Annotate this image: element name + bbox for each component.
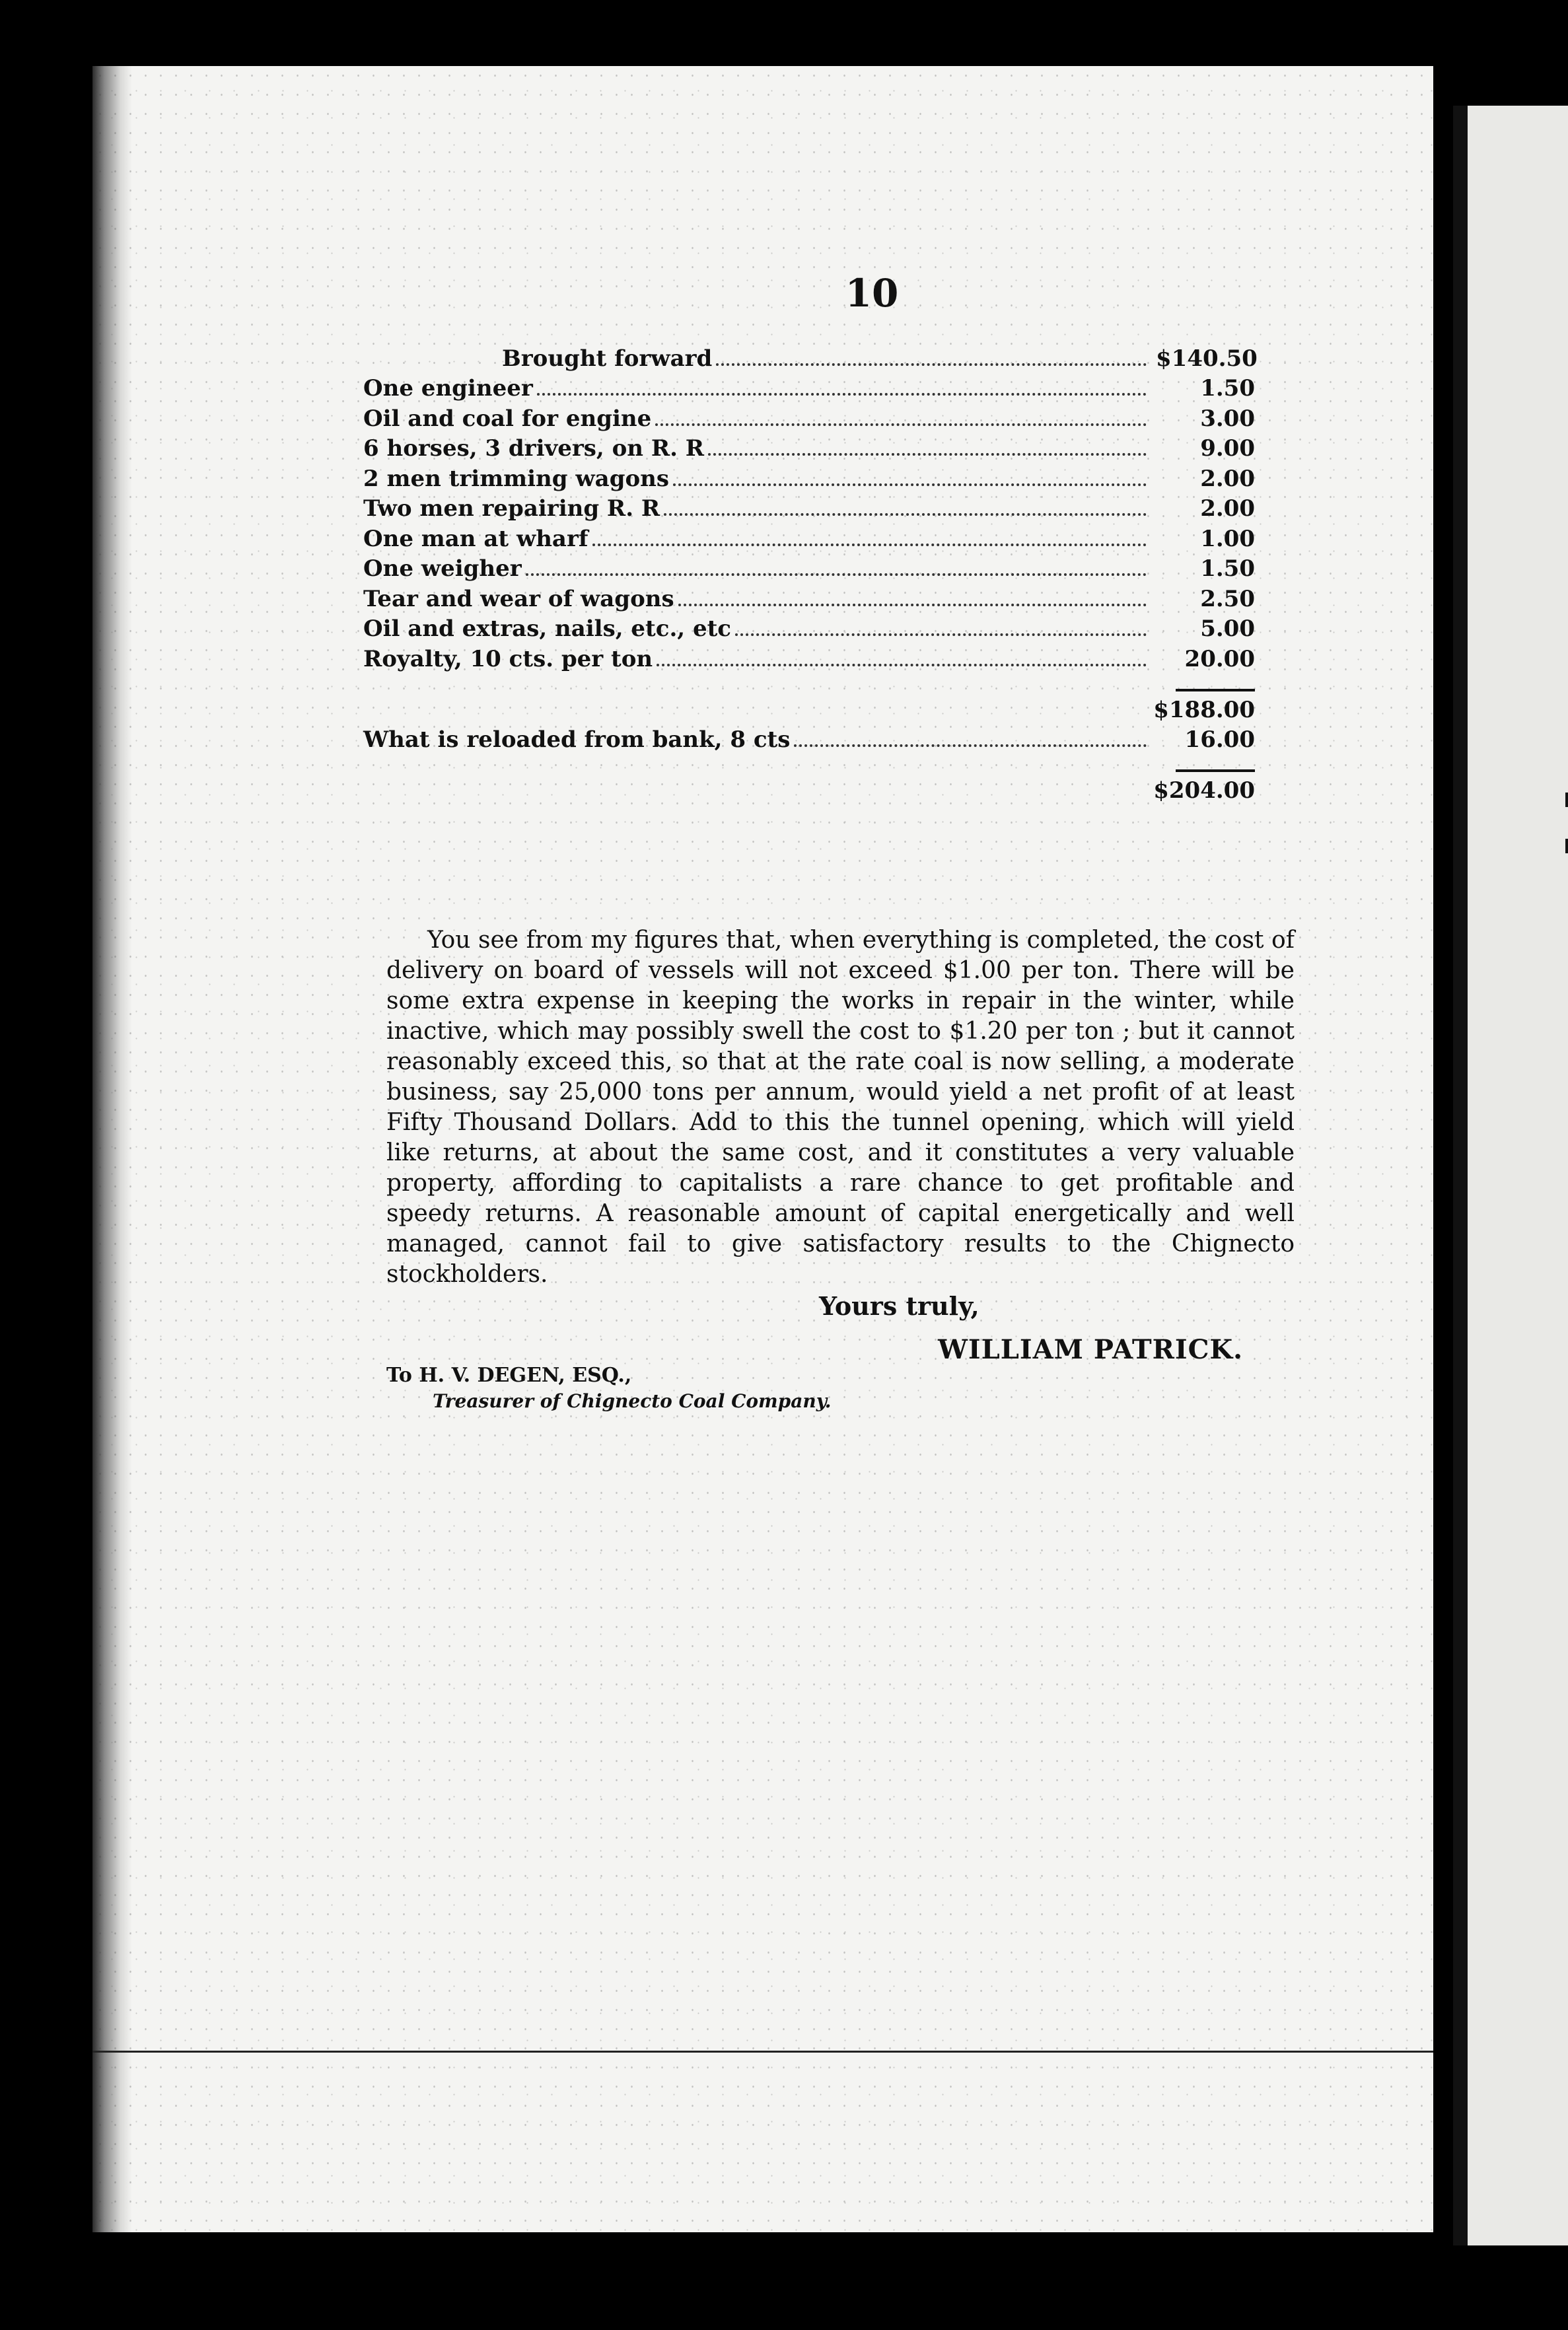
signature: WILLIAM PATRICK. xyxy=(938,1334,1244,1365)
ledger-amount: 5.00 xyxy=(1200,616,1255,642)
ledger-row xyxy=(363,584,1255,614)
ledger-label: One weigher xyxy=(363,555,522,582)
leader-dots xyxy=(655,423,1147,426)
ledger-amount: 1.50 xyxy=(1200,375,1255,402)
leader-dots xyxy=(735,633,1147,636)
leader-dots xyxy=(657,664,1147,666)
ledger-row xyxy=(363,554,1255,584)
ledger-row-reload xyxy=(363,725,1255,756)
leader-dots xyxy=(673,483,1147,486)
leader-dots xyxy=(592,544,1147,546)
ledger-amount: 20.00 xyxy=(1184,645,1255,672)
leader-dots xyxy=(794,744,1147,747)
ledger-label: Royalty, 10 cts. per ton xyxy=(363,645,653,672)
ledger-label: Oil and coal for engine xyxy=(363,405,652,432)
cost-ledger xyxy=(363,343,1258,806)
ledger-row xyxy=(363,434,1255,464)
ledger-amount: 2.00 xyxy=(1200,495,1255,522)
subtotal: $188.00 xyxy=(1153,696,1255,723)
leader-dots xyxy=(537,393,1147,396)
letter-body: You see from my figures that, when everything is completed, the cost of delivery on board of vessels will not exceed $1.00 per ton. There will be some extra expense in keeping the works in repair in the winter, while inactive, which may possibly swell the cost to $1.20 per ton ; but it cannot reasonably exceed this, so that at the rate coal is now selling, a moderate business, say 25,000 tons per annum, would yield a net profit of at least Fifty Thousand Dollars. Add to this the tunnel opening, which will yield like returns, at about the same cost, and it constitutes a very valuable property, affording to capitalists a rare chance to get profitable and speedy returns. A reasonable amount of capital energetically and well managed, cannot fail to give satisfactory results to the Chignecto stockholders. xyxy=(386,927,1295,1288)
leader-dots xyxy=(526,573,1147,576)
ledger-row xyxy=(363,464,1255,494)
ledger-row xyxy=(363,404,1255,434)
ledger-label: What is reloaded from bank, 8 cts xyxy=(363,726,791,753)
grand-total: $204.00 xyxy=(1153,777,1255,804)
ledger-label: 6 horses, 3 drivers, on R. R xyxy=(363,435,705,462)
ledger-amount: 16.00 xyxy=(1184,726,1255,753)
ledger-label: One engineer xyxy=(363,375,533,402)
ledger-amount: 2.00 xyxy=(1200,465,1255,492)
ledger-label: Two men repairing R. R xyxy=(363,495,660,522)
adjacent-page-edge xyxy=(1453,106,1468,2245)
leader-dots xyxy=(708,453,1147,456)
ledger-row xyxy=(363,644,1255,674)
ledger-label: Oil and extras, nails, etc., etc xyxy=(363,616,731,642)
leader-dots xyxy=(716,363,1147,366)
ledger-row xyxy=(363,494,1255,524)
ledger-amount: 1.00 xyxy=(1200,525,1255,552)
ledger-amount: 3.00 xyxy=(1200,405,1255,432)
sum-rule xyxy=(1176,689,1255,691)
ledger-row xyxy=(363,614,1255,645)
adjacent-text-fragment xyxy=(1565,839,1568,853)
ledger-label: Brought forward xyxy=(502,345,713,372)
letter-closing: Yours truly, xyxy=(819,1291,980,1321)
page-bottom-line xyxy=(92,2051,1433,2053)
addressee-title: Treasurer of Chignecto Coal Company. xyxy=(433,1390,832,1412)
page-number: 10 xyxy=(845,271,899,316)
ledger-row xyxy=(363,524,1255,554)
page-binding-shadow xyxy=(92,66,132,2232)
ledger-amount: 2.50 xyxy=(1200,585,1255,612)
adjacent-page xyxy=(1453,106,1568,2245)
ledger-amount: $140.50 xyxy=(1156,345,1258,372)
ledger-amount: 1.50 xyxy=(1200,555,1255,582)
adjacent-text-fragment xyxy=(1565,793,1568,807)
addressee: To H. V. DEGEN, ESQ., xyxy=(386,1364,632,1387)
leader-dots xyxy=(664,513,1147,516)
total-rule xyxy=(1176,769,1255,772)
ledger-label: 2 men trimming wagons xyxy=(363,465,670,492)
leader-dots xyxy=(678,604,1147,606)
ledger-amount: 9.00 xyxy=(1200,435,1255,462)
ledger-label: Tear and wear of wagons xyxy=(363,585,674,612)
ledger-row xyxy=(363,343,1258,374)
ledger-row xyxy=(363,374,1255,404)
ledger-label: One man at wharf xyxy=(363,525,588,552)
